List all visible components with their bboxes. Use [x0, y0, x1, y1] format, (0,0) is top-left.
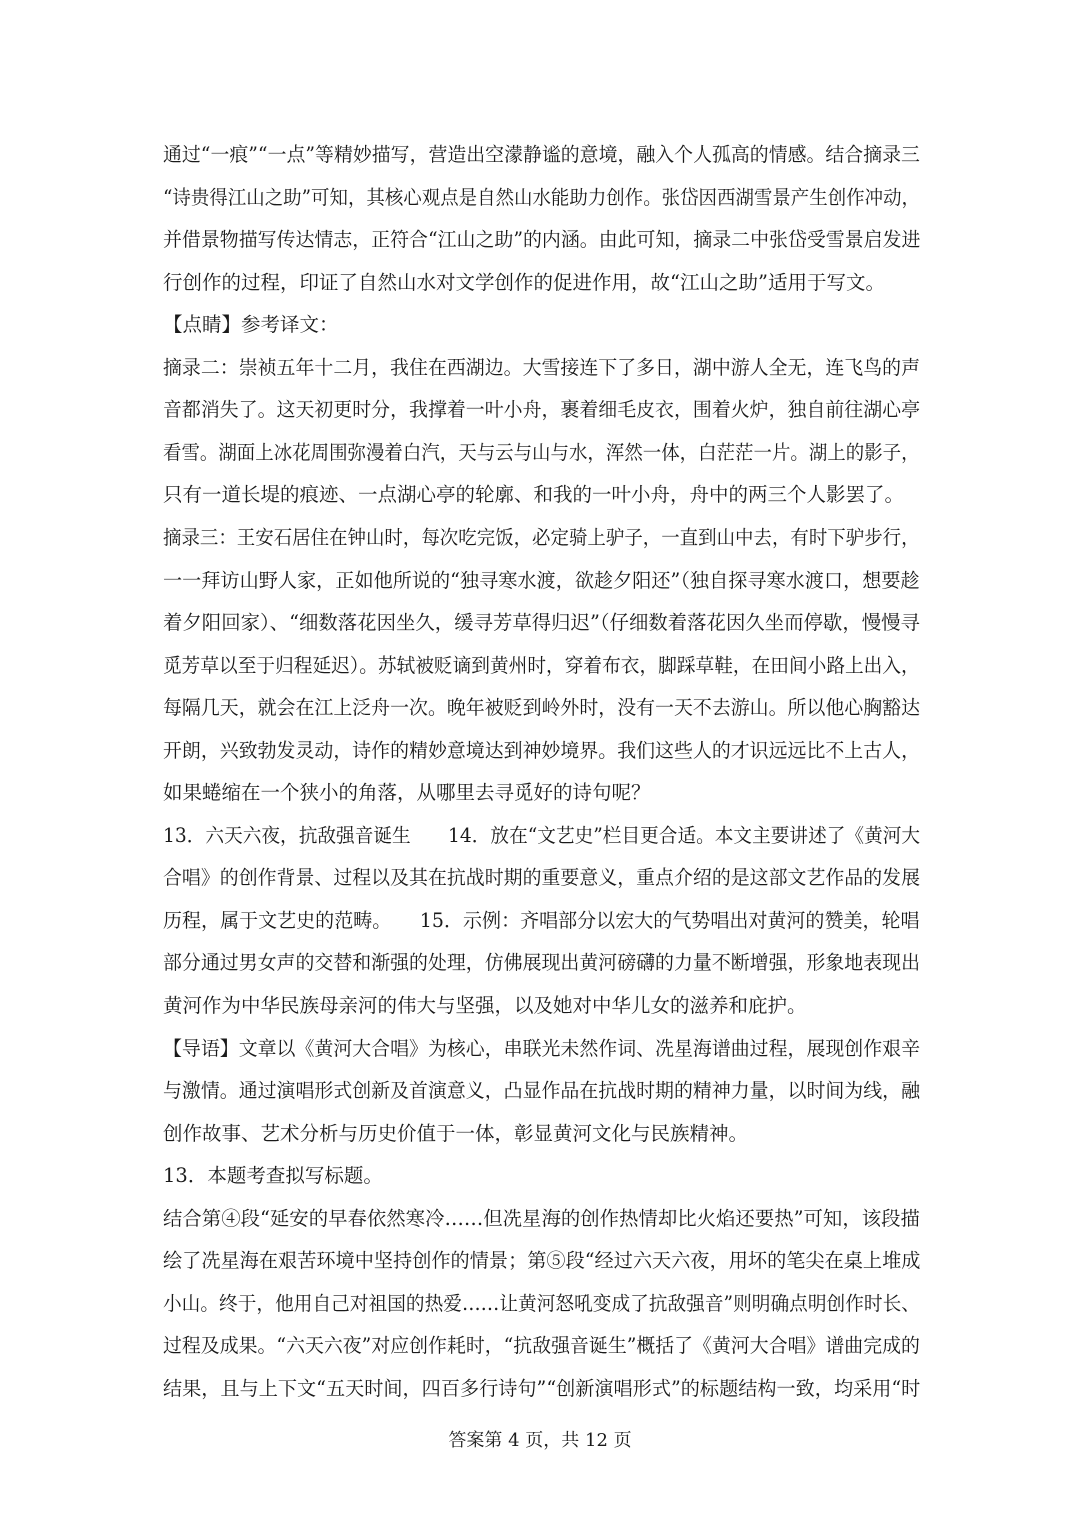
text-line: 【导语】文章以《黄河大合唱》为核心，串联光未然作词、冼星海谱曲过程，展现创作艰辛	[163, 1036, 921, 1060]
text-line: 行创作的过程，印证了自然山水对文学创作的促进作用，故“江山之助”适用于写文。	[163, 270, 885, 294]
text-line: 黄河作为中华民族母亲河的伟大与坚强，以及她对中华儿女的滋养和庇护。	[163, 994, 807, 1017]
text-line: 通过“一痕”“一点”等精妙描写，营造出空濛静谧的意境，融入个人孤高的情感。结合摘录三	[163, 143, 920, 166]
text-line: 与激情。通过演唱形式创新及首演意义，凸显作品在抗战时期的精神力量，以时间为线，融	[163, 1079, 921, 1103]
text-line: 13．六天六夜，抗敌强音诞生 14．放在“文艺史”栏目更合适。本文主要讲述了《黄河大	[163, 823, 921, 847]
text-line: 并借景物描写传达情志，正符合“江山之助”的内涵。由此可知，摘录二中张岱受雪景启发进	[163, 228, 921, 252]
text-line: 只有一道长堤的痕迹、一点湖心亭的轮廓、和我的一叶小舟，舟中的两三个人影罢了。	[163, 483, 905, 507]
text-line: 【点睛】参考译文：	[163, 313, 339, 337]
text-line: 合唱》的创作背景、过程以及其在抗战时期的重要意义，重点介绍的是这部文艺作品的发展	[163, 866, 921, 890]
text-line: “诗贵得江山之助”可知，其核心观点是自然山水能助力创作。张岱因西湖雪景产生创作冲动，	[163, 185, 920, 209]
text-line: 开朗，兴致勃发灵动，诗作的精妙意境达到神妙境界。我们这些人的才识远远比不上古人，	[163, 738, 921, 762]
text-line: 如果蜷缩在一个狭小的角落，从哪里去寻觅好的诗句呢？	[163, 781, 651, 805]
text-line: 小山。终于，他用自己对祖国的热爱……让黄河怒吼变成了抗敌强音”则明确点明创作时长、	[163, 1291, 920, 1315]
text-line: 结果，且与上下文“五天时间，四百多行诗句”“创新演唱形式”的标题结构一致，均采用“时	[163, 1376, 921, 1400]
text-line: 觅芳草以至于归程延迟）。苏轼被贬谪到黄州时，穿着布衣，脚踩草鞋，在田间小路上出入，	[163, 653, 920, 677]
text-line: 历程，属于文艺史的范畴。 15．示例：齐唱部分以宏大的气势唱出对黄河的赞美，轮唱	[163, 908, 920, 932]
text-line: 每隔几天，就会在江上泛舟一次。晚年被贬到岭外时，没有一天不去游山。所以他心胸豁达	[163, 696, 921, 720]
text-line: 音都消失了。这天初更时分，我撑着一叶小舟，裹着细毛皮衣，围着火炉，独自前往湖心亭	[163, 398, 921, 422]
text-line: 结合第④段“延安的早春依然寒冷……但冼星海的创作热情却比火焰还要热”可知，该段描	[163, 1206, 920, 1230]
text-line: 创作故事、艺术分析与历史价值于一体，彰显黄河文化与民族精神。	[163, 1121, 749, 1145]
text-line: 13．本题考查拟写标题。	[163, 1164, 383, 1188]
text-line: 着夕阳回家）、“细数落花因坐久，缓寻芳草得归迟”（仔细数着落花因久坐而停歇，慢慢寻	[163, 611, 920, 635]
text-line: 部分通过男女声的交替和渐强的处理，仿佛展现出黄河磅礴的力量不断增强，形象地表现出	[163, 951, 921, 975]
text-line: 摘录二：崇祯五年十二月，我住在西湖边。大雪接连下了多日，湖中游人全无，连飞鸟的声	[163, 355, 921, 379]
text-line: 过程及成果。“六天六夜”对应创作耗时，“抗敌强音诞生”概括了《黄河大合唱》谱曲完成的	[163, 1334, 920, 1358]
text-line: 看雪。湖面上冰花周围弥漫着白汽，天与云与山与水，浑然一体，白茫茫一片。湖上的影子，	[163, 440, 920, 464]
text-line: 一一拜访山野人家，正如他所说的“独寻寒水渡，欲趁夕阳还”（独自探寻寒水渡口，想要趁	[163, 568, 920, 592]
text-line: 绘了冼星海在艰苦环境中坚持创作的情景；第⑤段“经过六天六夜，用坏的笔尖在桌上堆成	[163, 1249, 921, 1273]
text-line: 摘录三：王安石居住在钟山时，每次吃完饭，必定骑上驴子，一直到山中去，有时下驴步行，	[163, 525, 920, 549]
page-footer: 答案第 4 页，共 12 页	[448, 1430, 632, 1451]
